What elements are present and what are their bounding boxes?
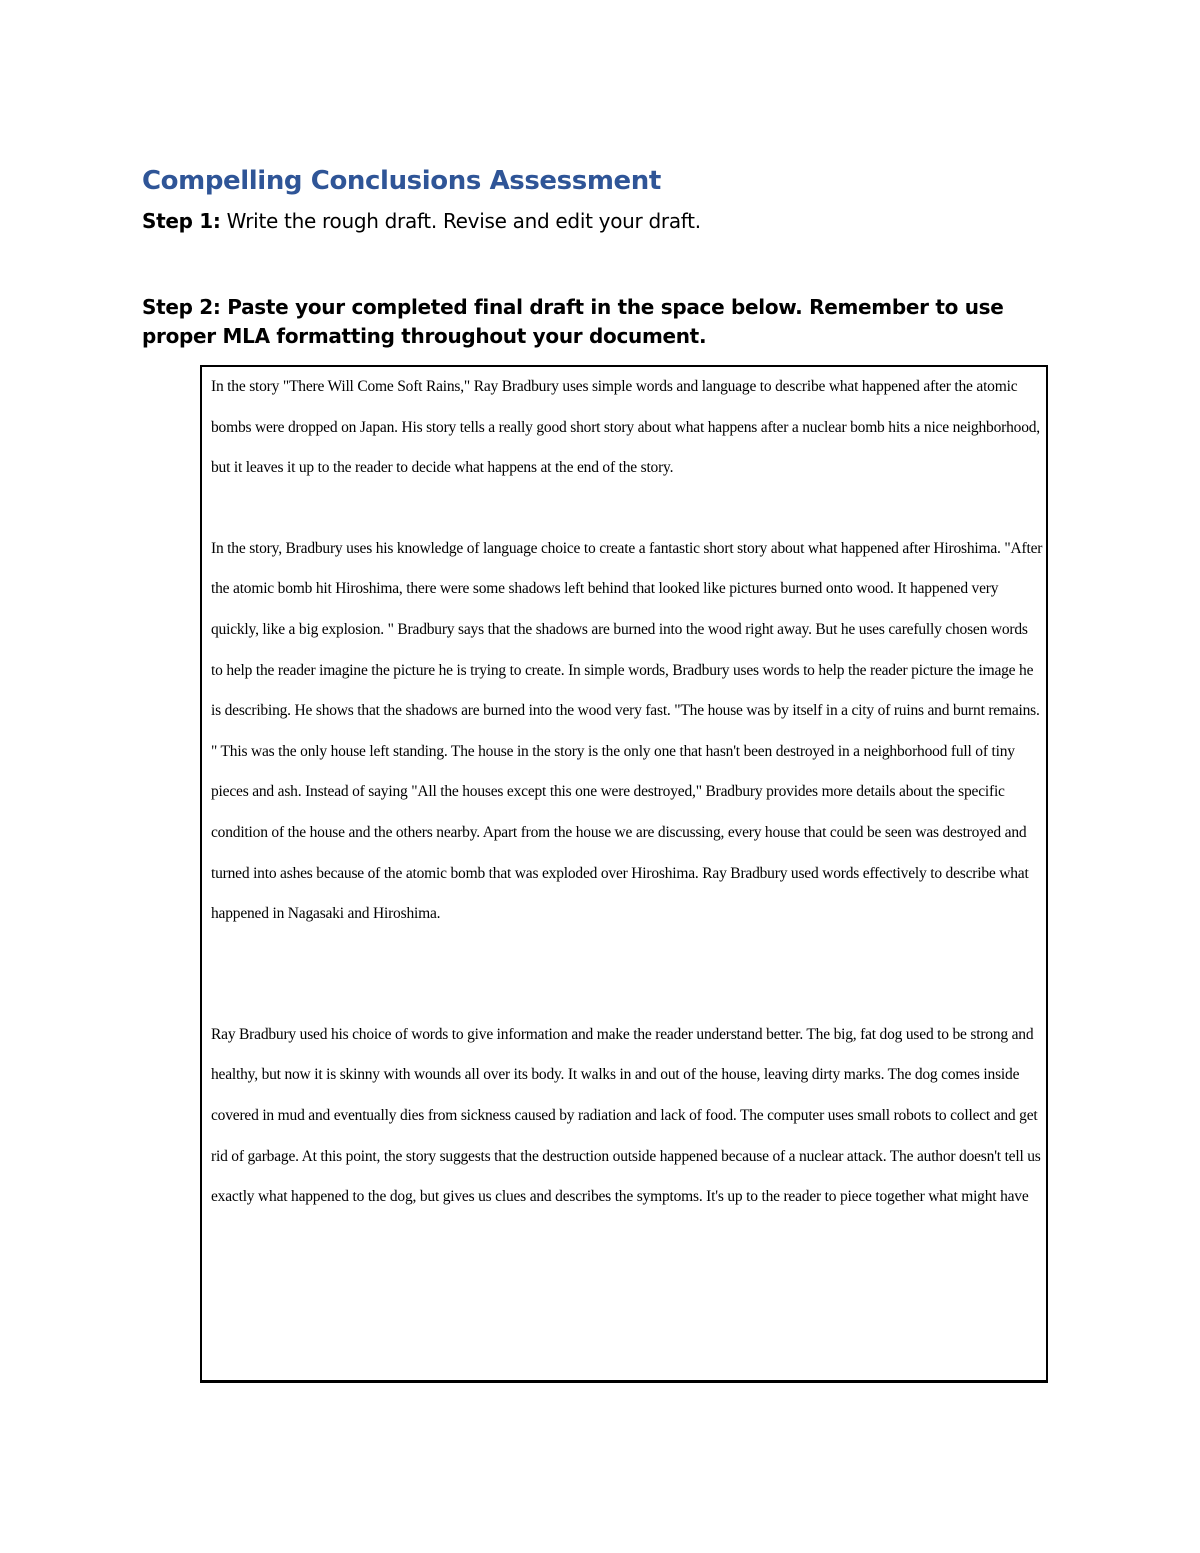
step-2-text: Paste your completed final draft in the space below. Remember to use proper MLA formatting throughout your document. (142, 295, 1004, 348)
final-draft-box[interactable] (200, 365, 1048, 1383)
paragraph-spacer (211, 935, 1043, 1015)
step-1-label: Step 1: (142, 209, 221, 233)
step-1-text: Write the rough draft. Revise and edit your draft. (220, 209, 701, 233)
draft-paragraph-1: In the story "There Will Come Soft Rains," Ray Bradbury uses simple words and language to describe what happened after the atomic bombs were dropped on Japan. His story tells a really good short story about what happens after a nuclear bomb hits a nice neighborhood, but it leaves it up to the reader to decide what happens at the end of the story. (211, 378, 1040, 477)
draft-paragraph-2: In the story, Bradbury uses his knowledge of language choice to create a fantastic short story about what happened after Hiroshima. "After the atomic bomb hit Hiroshima, there were some shadows left behind that looked like pictures burned onto wood. It happened very quickly, like a big explosion. " Bradbury says that the shadows are burned into the wood right away. But he uses carefully chosen words to help the reader imagine the picture he is trying to create. In simple words, Bradbury uses words to help the reader picture the image he is describing. He shows that the shadows are burned into the wood very fast. "The house was by itself in a city of ruins and burnt remains. " This was the only house left standing. The house in the story is the only one that hasn't been destroyed in a neighborhood full of tiny pieces and ash. Instead of saying "All the houses except this one were destroyed," Bradbury provides more details about the specific condition of the house and the others nearby. Apart from the house we are discussing, every house that could be seen was destroyed and turned into ashes because of the atomic bomb that was exploded over Hiroshima. Ray Bradbury used words effectively to describe what happened in Nagasaki and Hiroshima. (211, 539, 1043, 923)
final-draft-text[interactable] (211, 367, 1043, 1218)
step-1-instruction (142, 207, 701, 236)
paragraph-spacer (211, 489, 1043, 529)
step-2-label: Step 2: (142, 295, 221, 319)
step-2-instruction (142, 293, 1022, 351)
page-title: Compelling Conclusions Assessment (142, 166, 661, 196)
draft-paragraph-3: Ray Bradbury used his choice of words to give information and make the reader understand better. The big, fat dog used to be strong and healthy, but now it is skinny with wounds all over its body. It walks in and out of the house, leaving dirty marks. The dog comes inside covered in mud and eventually dies from sickness caused by radiation and lack of food. The computer uses small robots to collect and get rid of garbage. At this point, the story suggests that the destruction outside happened because of a nuclear attack. The author doesn't tell us exactly what happened to the dog, but gives us clues and describes the symptoms. It's up to the reader to piece together what might have (211, 1025, 1041, 1206)
